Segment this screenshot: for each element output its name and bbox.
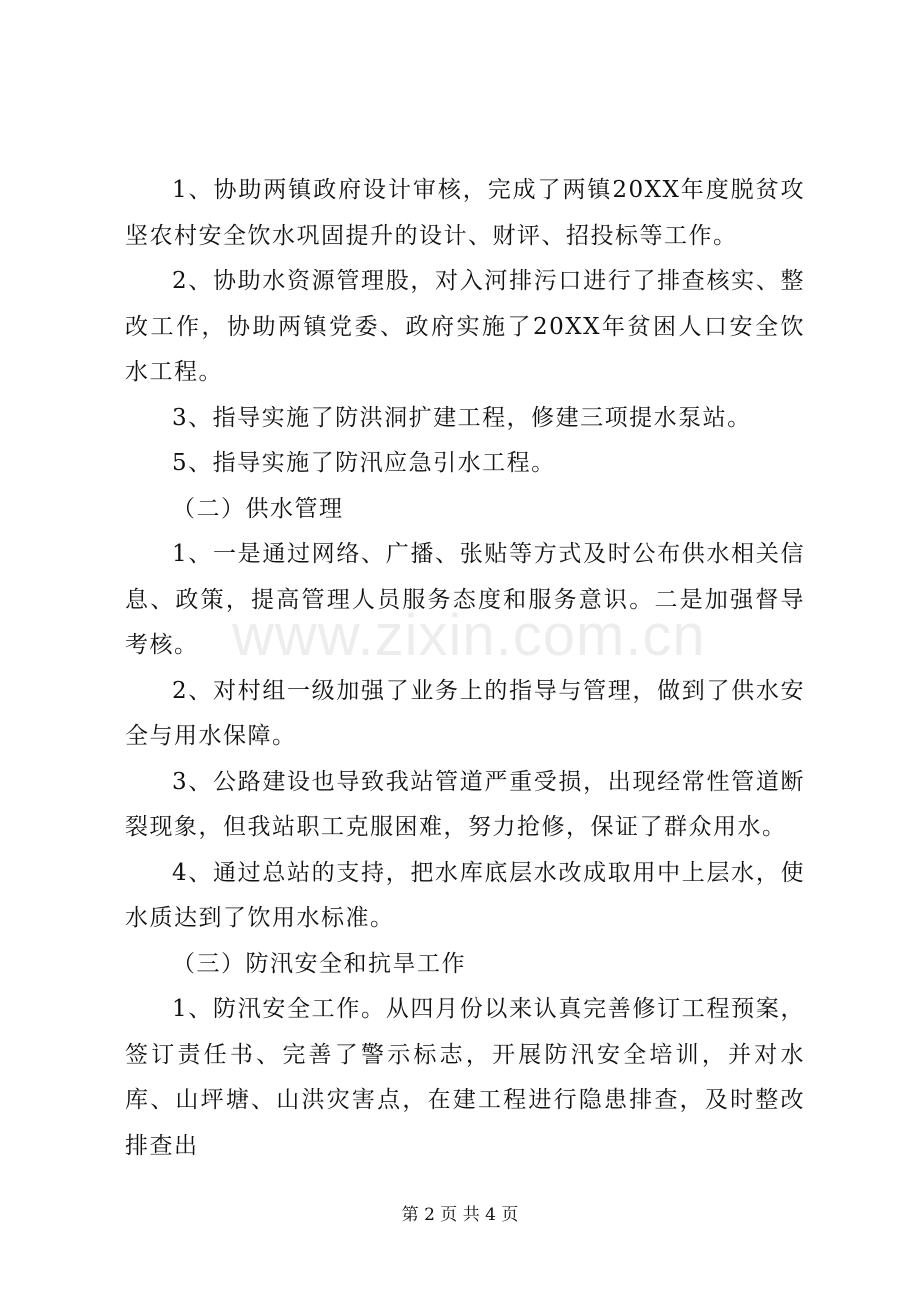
paragraph-supply-2: 2、对村组一级加强了业务上的指导与管理，做到了供水安全与用水保障。: [125, 677, 805, 749]
paragraph-2: 2、协助水资源管理股，对入河排污口进行了排查核实、整改工作，协助两镇党委、政府实施了20XX年贫困人口安全饮水工程。: [125, 268, 805, 385]
watermark: www.zixin.com.cn: [232, 603, 706, 668]
paragraph-supply-1: 1、一是通过网络、广播、张贴等方式及时公布供水相关信息、政策，提高管理人员服务态度和服务意识。二是加强督导考核。: [125, 541, 805, 658]
paragraph-3: 3、指导实施了防洪洞扩建工程，修建三项提水泵站。: [172, 404, 752, 431]
section-heading-flood-drought: （三）防汛安全和抗旱工作: [172, 950, 466, 977]
page-footer: 第 2 页 共 4 页: [401, 1205, 519, 1225]
paragraph-1: 1、协助两镇政府设计审核，完成了两镇20XX年度脱贫攻坚农村安全饮水巩固提升的设计、财评、招投标等工作。: [125, 177, 805, 249]
paragraph-supply-4: 4、通过总站的支持，把水库底层水改成取用中上层水，使水质达到了饮用水标准。: [125, 859, 805, 931]
paragraph-flood-1: 1、防汛安全工作。从四月份以来认真完善修订工程预案，签订责任书、完善了警示标志，开展防汛安全培训，并对水库、山坪塘、山洪灾害点，在建工程进行隐患排查，及时整改排查出: [125, 996, 805, 1159]
paragraph-5: 5、指导实施了防汛应急引水工程。: [172, 450, 556, 476]
section-heading-water-supply: （二）供水管理: [172, 495, 344, 522]
paragraph-supply-3: 3、公路建设也导致我站管道严重受损，出现经常性管道断裂现象，但我站职工克服困难，努力抢修，保证了群众用水。: [125, 768, 805, 840]
document-body: [125, 168, 805, 1169]
